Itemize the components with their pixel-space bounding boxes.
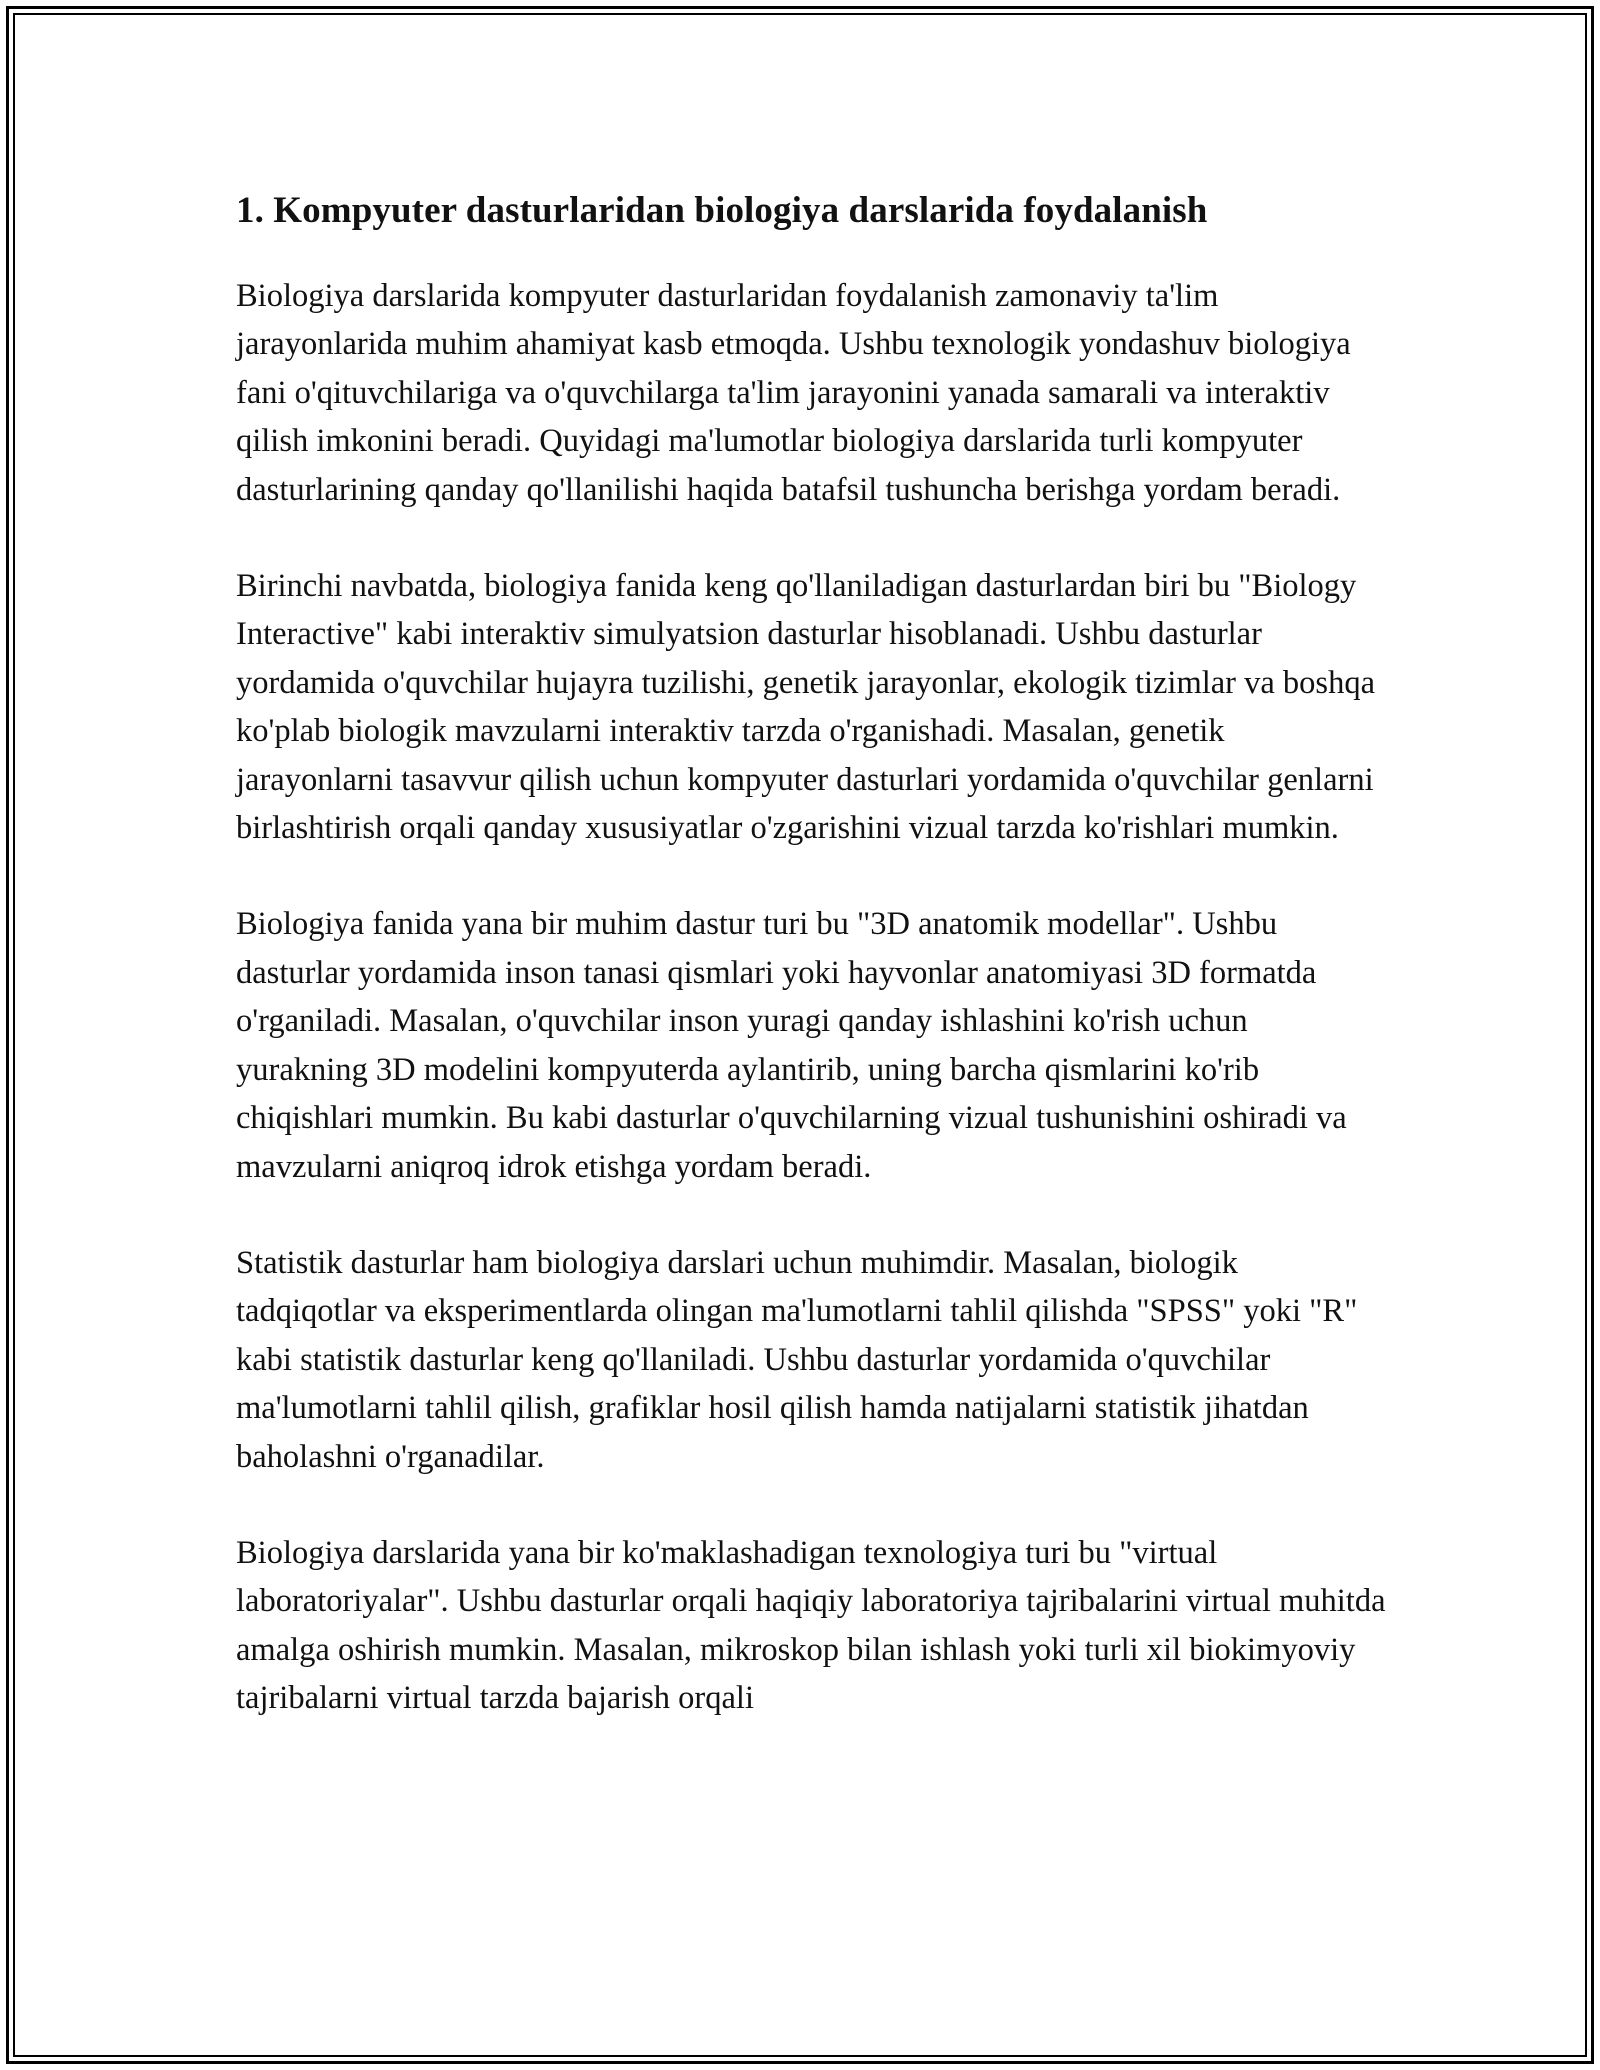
paragraph-simulation-programs: Birinchi navbatda, biologiya fanida keng qo'llaniladigan dasturlardan biri bu "Biology Interactive" kabi interaktiv simulyatsion dasturlar hisoblanadi. Ushbu dasturlar yordamida o'quvchilar hujayra tuzilishi, genetik jarayonlar, ekologik tizimlar va boshqa ko'plab biologik mavzularni interaktiv tarzda o'rganishadi. Masalan, genetik jarayonlarni tasavvur qilish uchun kompyuter dasturlari yordamida o'quvchilar genlarni birlashtirish orqali qanday xususiyatlar o'zgarishini vizual tarzda ko'rishlari mumkin.	[236, 568, 1376, 847]
paragraph-intro: Biologiya darslarida kompyuter dasturlaridan foydalanish zamonaviy ta'lim jarayonlarida muhim ahamiyat kasb etmoqda. Ushbu texnologik yondashuv biologiya fani o'qituvchilariga va o'quvchilarga ta'lim jarayonini yanada samarali va interaktiv qilish imkonini beradi. Quyidagi ma'lumotlar biologiya darslarida turli kompyuter dasturlarining qanday qo'llanilishi haqida batafsil tushuncha berishga yordam beradi.	[236, 278, 1351, 508]
paragraph-virtual-labs: Biologiya darslarida yana bir ko'maklashadigan texnologiya turi bu "virtual laboratoriyalar". Ushbu dasturlar orqali haqiqiy laboratoriya tajribalarini virtual muhitda amalga oshirish mumkin. Masalan, mikroskop bilan ishlash yoki turli xil biokimyoviy tajribalarni virtual tarzda bajarish orqali	[236, 1534, 1386, 1717]
paragraph-3d-models: Biologiya fanida yana bir muhim dastur turi bu "3D anatomik modellar". Ushbu dasturlar yordamida inson tanasi qismlari yoki hayvonlar anatomiyasi 3D formatda o'rganiladi. Masalan, o'quvchilar inson yuragi qanday ishlashini ko'rish uchun yurakning 3D modelini kompyuterda aylantirib, uning barcha qismlarini ko'rib chiqishlari mumkin. Bu kabi dasturlar o'quvchilarning vizual tushunishini oshiradi va mavzularni aniqroq idrok etishga yordam beradi.	[236, 906, 1347, 1185]
paragraph-statistical-programs: Statistik dasturlar ham biologiya darslari uchun muhimdir. Masalan, biologik tadqiqotlar va eksperimentlarda olingan ma'lumotlarni tahlil qilishda "SPSS" yoki "R" kabi statistik dasturlar keng qo'llaniladi. Ushbu dasturlar yordamida o'quvchilar ma'lumotlarni tahlil qilish, grafiklar hosil qilish hamda natijalarni statistik jihatdan baholashni o'rganadilar.	[236, 1244, 1358, 1475]
document-title: 1. Kompyuter dasturlaridan biologiya darslarida foydalanish	[236, 190, 1208, 231]
document-body	[236, 186, 1386, 1771]
